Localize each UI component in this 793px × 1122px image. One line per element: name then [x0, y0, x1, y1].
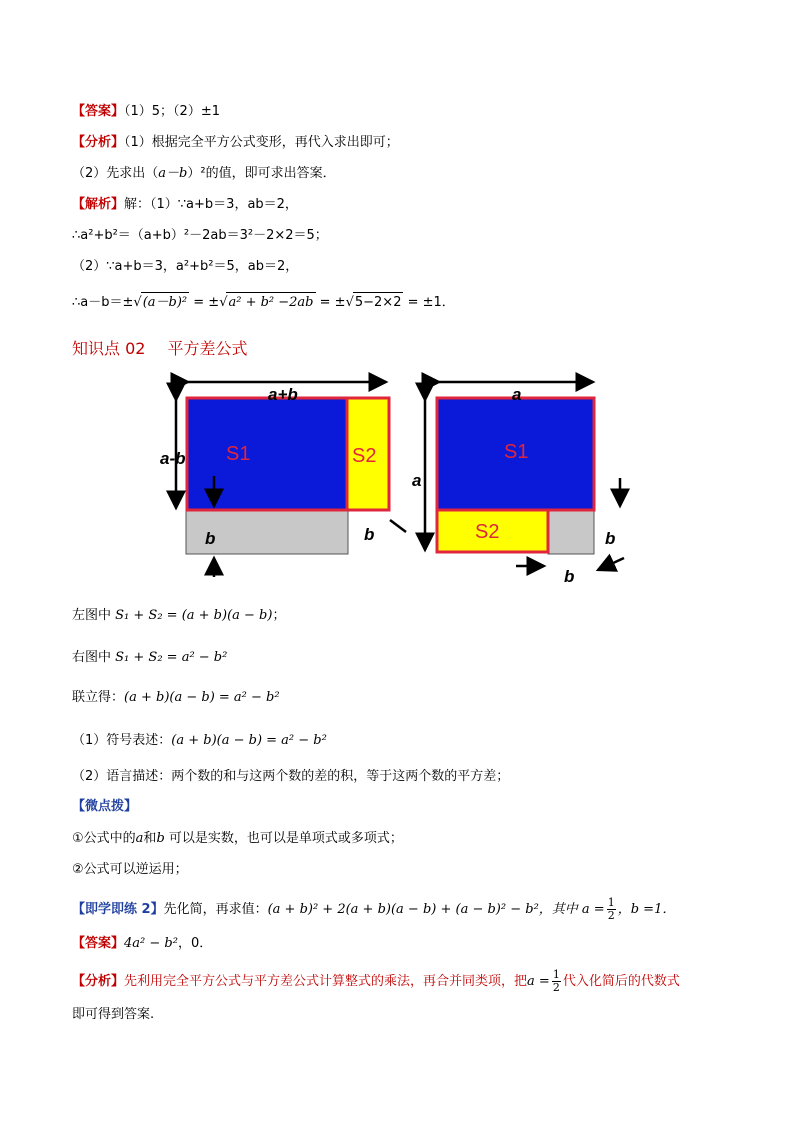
eq-joint-pre: 联立得：: [72, 690, 125, 705]
eq-left-formula: S₁ + S₂ = (a + b)(a − b): [115, 608, 273, 623]
tip1-b: b: [156, 831, 165, 846]
solution-tag: 【解析】: [72, 197, 125, 212]
symbol-pre: （1）符号表述：: [72, 733, 172, 748]
practice-where: ，其中 a =: [538, 902, 605, 917]
tip-line-2: ②公式可以逆运用；: [72, 862, 188, 877]
practice-fraction: [607, 897, 616, 922]
practice-formula: (a + b)² + 2(a + b)(a − b) + (a − b)² − b²: [267, 902, 539, 917]
right-b-right-label: b: [605, 529, 616, 548]
analysis2-num: 1: [552, 968, 560, 981]
practice-tag: 【即学即练 2】: [72, 902, 164, 917]
analysis-2-pre: （2）先求出（: [72, 166, 159, 181]
left-s1-label: S1: [226, 443, 251, 465]
sol4-pre: ∴a－b＝±: [72, 295, 134, 310]
practice-num: 1: [607, 896, 615, 909]
eq-right-pre: 右图中: [72, 650, 116, 665]
tip-heading: [72, 797, 137, 817]
tip-line-1: [72, 829, 403, 849]
tip1-mid: 和: [143, 831, 157, 846]
eq-left-end: ；: [272, 608, 286, 623]
analysis-2-expr: a－b: [158, 166, 188, 181]
tip1-a: a: [135, 831, 144, 846]
eq-left-pre: 左图中: [72, 608, 116, 623]
right-s1-label: S1: [504, 441, 529, 463]
tip1-post: 可以是实数，也可以是单项式或多项式；: [164, 831, 403, 846]
answer-line-2: [72, 934, 212, 954]
left-side-label: a-b: [160, 449, 186, 468]
left-figure: [160, 382, 406, 577]
solution-line-2: ∴a²+b²＝（a+b）²－2ab＝3²－2×2＝5；: [72, 228, 328, 243]
answer2-formula: 4a² − b²: [124, 936, 178, 951]
right-s2-label: S2: [475, 521, 500, 543]
analysis-line-4: 即可得到答案.: [72, 1007, 155, 1022]
symbol-line: [72, 731, 327, 751]
analysis-text: （1）根据完全平方公式变形，再代入求出即可；: [124, 135, 399, 150]
analysis2-den: 2: [552, 981, 560, 994]
practice-b: ，b =1．: [617, 902, 676, 917]
analysis-line-3: [72, 969, 680, 994]
left-s1-rect: [187, 398, 347, 510]
analysis2-tag: 【分析】: [72, 974, 125, 989]
eq-left-line: [72, 606, 285, 626]
solution-line-1: [72, 195, 298, 215]
answer2-tag: 【答案】: [72, 936, 125, 951]
right-b-bottom-label: b: [564, 567, 575, 586]
right-side-label: a: [412, 471, 422, 490]
sol4-eq1: = ±: [189, 295, 220, 310]
solution-line-4: ∴a－b＝±√(a－b)² = ±√a² + b² −2ab = ±√5−2×2 = ±1．: [72, 292, 455, 313]
answer-tag: 【答案】: [72, 104, 125, 119]
analysis2-fraction: [552, 969, 561, 994]
solution-line-3: （2）∵a+b＝3，a²+b²＝5，ab＝2，: [72, 259, 299, 274]
eq-joint-formula: (a + b)(a − b) = a² − b²: [124, 690, 280, 705]
eq-right-formula: S₁ + S₂ = a² − b²: [115, 650, 228, 665]
analysis2-pre: 先利用完全平方公式与平方差公式计算整式的乘法，再合并同类项，把: [124, 974, 528, 989]
analysis-tag: 【分析】: [72, 135, 125, 150]
left-right-arrow-tail: [390, 520, 406, 532]
practice-text: 先化简，再求值：: [163, 902, 268, 917]
analysis2-post: 代入化简后的代数式: [562, 974, 680, 989]
practice-line: [72, 897, 675, 922]
right-gray-square: [548, 510, 594, 554]
eq-joint-line: [72, 688, 280, 708]
tip1-pre: ①公式中的: [72, 831, 136, 846]
right-bottom-arrow-right: [598, 558, 624, 570]
heading-title: 平方差公式: [167, 339, 248, 358]
answer-line-1: [72, 102, 220, 122]
left-top-label: a+b: [268, 385, 298, 404]
sol4-eq2: = ±: [315, 295, 346, 310]
tip-tag: 【微点拨】: [72, 799, 138, 814]
sqrt-1: (a－b)²: [141, 292, 189, 313]
sqrt-2: a² + b² −2ab: [226, 292, 315, 313]
answer2-rest: ，0．: [177, 936, 213, 951]
eq-right-line: [72, 648, 227, 668]
analysis-line-2: [72, 164, 336, 184]
left-s2-label: S2: [352, 445, 377, 467]
analysis-line-1: [72, 133, 399, 153]
right-top-label: a: [512, 385, 522, 404]
left-b-bottom-label: b: [205, 529, 216, 548]
language-line: （2）语言描述：两个数的和与这两个数的差的积，等于这两个数的平方差；: [72, 769, 510, 784]
section-heading: [72, 336, 247, 359]
heading-number: 知识点 02: [72, 339, 146, 358]
left-b-right-label: b: [364, 525, 375, 544]
sqrt-3: 5−2×2: [353, 292, 404, 313]
answer-text: （1）5；（2）±1: [124, 104, 220, 119]
analysis2-a: a =: [527, 974, 550, 989]
difference-of-squares-diagram: [150, 372, 640, 590]
symbol-formula: (a + b)(a − b) = a² − b²: [171, 733, 327, 748]
right-figure: [412, 382, 624, 586]
solution-text: 解：（1）∵a+b＝3，ab＝2，: [124, 197, 298, 212]
practice-den: 2: [607, 909, 615, 922]
sol4-end: = ±1．: [403, 295, 455, 310]
analysis-2-post: ）²的值，即可求出答案．: [187, 166, 336, 181]
